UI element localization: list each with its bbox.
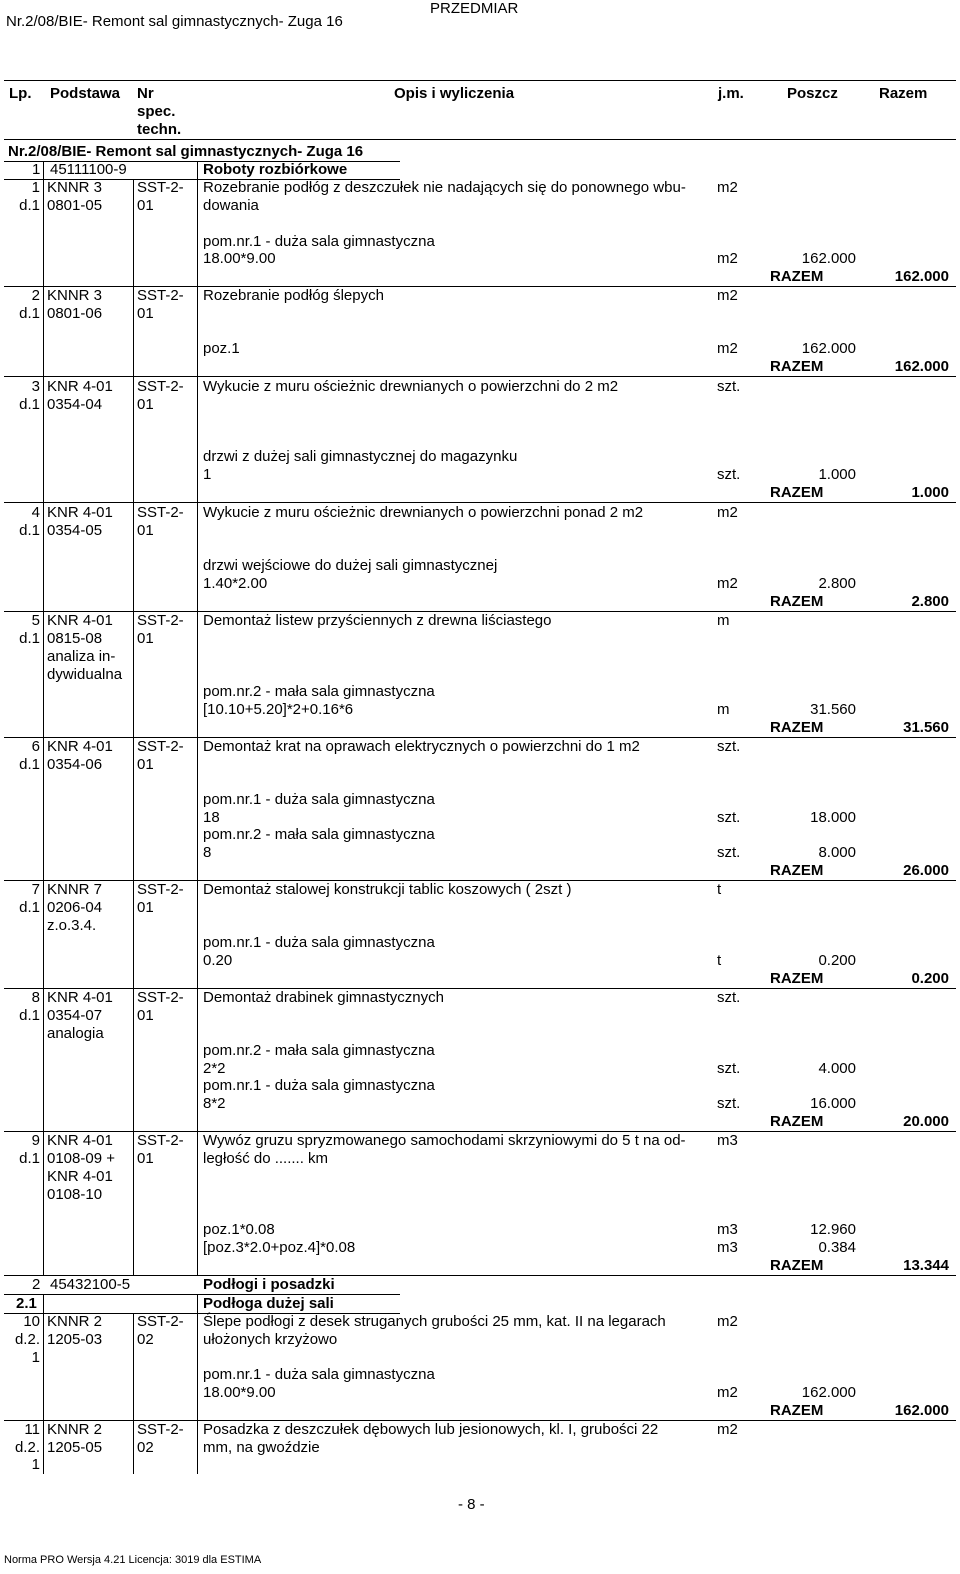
section-2-title: Podłogi i posadzki	[203, 1276, 335, 1293]
item-spec: SST-2-	[137, 378, 184, 395]
item-spec: SST-2-	[137, 738, 184, 755]
grid-line	[43, 1294, 44, 1474]
item-description: mm, na gwoździe	[203, 1439, 320, 1456]
item-podstawa: 0815-08	[47, 630, 103, 647]
item-description: Wywóz gruzu spryzmowanego samochodami skrzyniowymi do 5 t na od-	[203, 1132, 686, 1149]
item-podstawa: KNNR 7	[47, 881, 103, 898]
item-spec: 02	[137, 1331, 154, 1348]
item-lp-sub: d.1	[19, 396, 40, 413]
item-unit: m2	[717, 504, 738, 521]
col-nr-spec-3: techn.	[137, 121, 182, 138]
razem-value: 13.344	[903, 1257, 949, 1274]
calc-text: [poz.3*2.0+poz.4]*0.08	[203, 1239, 356, 1256]
razem-label: RAZEM	[770, 1402, 824, 1419]
item-podstawa: KNR 4-01	[47, 612, 113, 629]
calc-text: 18.00*9.00	[203, 1384, 276, 1401]
section-1-num: 1	[32, 161, 41, 178]
item-lp: 7	[31, 881, 40, 898]
calc-text: 8*2	[203, 1095, 226, 1112]
item-spec: 01	[137, 630, 154, 647]
calc-text: 1.40*2.00	[203, 575, 268, 592]
item-podstawa: z.o.3.4.	[47, 917, 97, 934]
item-podstawa: analogia	[47, 1025, 104, 1042]
item-lp-sub: d.1	[19, 1150, 40, 1167]
item-podstawa: KNNR 2	[47, 1313, 103, 1330]
razem-label: RAZEM	[770, 862, 824, 879]
item-lp-sub: 1	[31, 1349, 40, 1366]
calc-text: 8	[203, 844, 212, 861]
calc-value: 12.960	[810, 1221, 856, 1238]
calc-value: 4.000	[818, 1060, 856, 1077]
row-rule	[4, 1275, 956, 1276]
calc-unit: m2	[717, 1384, 738, 1401]
item-podstawa: KNR 4-01	[47, 1168, 113, 1185]
item-spec: SST-2-	[137, 504, 184, 521]
calc-text: pom.nr.1 - duża sala gimnastyczna	[203, 934, 435, 951]
item-podstawa: 1205-05	[47, 1439, 103, 1456]
calc-text: pom.nr.2 - mała sala gimnastyczna	[203, 683, 435, 700]
item-lp: 11	[24, 1421, 40, 1438]
razem-value: 162.000	[894, 268, 949, 285]
item-spec: 02	[137, 1439, 154, 1456]
item-description: ułożonych krzyżowo	[203, 1331, 338, 1348]
col-razem: Razem	[879, 85, 928, 102]
razem-value: 162.000	[894, 1402, 949, 1419]
calc-text: pom.nr.2 - mała sala gimnastyczna	[203, 1042, 435, 1059]
col-lp: Lp.	[9, 85, 32, 102]
calc-unit: szt.	[717, 466, 741, 483]
calc-text: poz.1*0.08	[203, 1221, 275, 1238]
item-description: Ślepe podłogi z desek struganych grubości 25 mm, kat. II na legarach	[203, 1313, 666, 1330]
calc-text: 2*2	[203, 1060, 226, 1077]
page-number: - 8 -	[458, 1496, 485, 1513]
item-podstawa: KNR 4-01	[47, 989, 113, 1006]
calc-value: 2.800	[818, 575, 856, 592]
item-spec: 01	[137, 756, 154, 773]
item-lp: 3	[31, 378, 40, 395]
calc-unit: t	[717, 952, 722, 969]
item-spec: SST-2-	[137, 1313, 184, 1330]
item-spec: 01	[137, 899, 154, 916]
item-lp-sub: d.1	[19, 899, 40, 916]
document-title: Nr.2/08/BIE- Remont sal gimnastycznych- Zuga 16	[6, 13, 343, 30]
item-description: dowania	[203, 197, 259, 214]
item-podstawa: 0108-10	[47, 1186, 103, 1203]
calc-unit: m2	[717, 340, 738, 357]
item-podstawa: 0354-04	[47, 396, 103, 413]
item-unit: szt.	[717, 738, 741, 755]
item-description: Wykucie z muru ościeżnic drewnianych o powierzchni ponad 2 m2	[203, 504, 644, 521]
item-spec: 01	[137, 1007, 154, 1024]
section-2-rule	[4, 1294, 400, 1295]
calc-text: 18.00*9.00	[203, 250, 276, 267]
item-unit: szt.	[717, 989, 741, 1006]
section-1-title: Roboty rozbiórkowe	[203, 161, 348, 178]
razem-value: 20.000	[903, 1113, 949, 1130]
razem-label: RAZEM	[770, 719, 824, 736]
item-podstawa: 0354-06	[47, 756, 103, 773]
item-unit: m2	[717, 287, 738, 304]
col-poszcz: Poszcz	[787, 85, 838, 102]
item-spec: SST-2-	[137, 881, 184, 898]
item-lp: 10	[23, 1313, 40, 1330]
item-podstawa: 0354-07	[47, 1007, 103, 1024]
razem-label: RAZEM	[770, 1113, 824, 1130]
razem-label: RAZEM	[770, 268, 824, 285]
col-podstawa: Podstawa	[50, 85, 121, 102]
calc-unit: m2	[717, 575, 738, 592]
subsection-title: Podłoga dużej sali	[203, 1295, 334, 1312]
item-unit: m3	[717, 1132, 738, 1149]
item-description: Rozebranie podłóg z deszczułek nie nadających się do ponownego wbu-	[203, 179, 686, 196]
item-spec: 01	[137, 305, 154, 322]
item-unit: m	[717, 612, 730, 629]
item-lp: 2	[31, 287, 40, 304]
calc-text: [10.10+5.20]*2+0.16*6	[203, 701, 354, 718]
razem-value: 31.560	[903, 719, 949, 736]
razem-value: 162.000	[894, 358, 949, 375]
item-unit: m2	[717, 1421, 738, 1438]
item-podstawa: 0108-09 +	[47, 1150, 115, 1167]
razem-label: RAZEM	[770, 970, 824, 987]
col-opis: Opis i wyliczenia	[394, 85, 515, 102]
document-type: PRZEDMIAR	[430, 0, 519, 17]
grid-line	[133, 179, 134, 1275]
section-2-code: 45432100-5	[50, 1276, 131, 1293]
project-title: Nr.2/08/BIE- Remont sal gimnastycznych- Zuga 16	[8, 143, 364, 160]
calc-unit: m2	[717, 250, 738, 267]
item-spec: SST-2-	[137, 1421, 184, 1438]
item-lp: 8	[31, 989, 40, 1006]
item-podstawa: KNR 4-01	[47, 378, 113, 395]
calc-text: pom.nr.1 - duża sala gimnastyczna	[203, 233, 435, 250]
razem-value: 1.000	[911, 484, 949, 501]
calc-value: 0.384	[818, 1239, 856, 1256]
calc-text: 18	[203, 809, 220, 826]
item-spec: SST-2-	[137, 1132, 184, 1149]
razem-label: RAZEM	[770, 484, 824, 501]
row-rule	[4, 502, 956, 503]
calc-text: drzwi wejściowe do dużej sali gimnastycznej	[203, 557, 498, 574]
item-lp-sub: d.1	[19, 1007, 40, 1024]
item-lp-sub: 1	[31, 1456, 40, 1473]
item-podstawa: 0801-05	[47, 197, 103, 214]
item-lp: 1	[31, 179, 40, 196]
calc-value: 162.000	[801, 340, 856, 357]
calc-text: drzwi z dużej sali gimnastycznej do magazynku	[203, 448, 518, 465]
calc-text: poz.1	[203, 340, 240, 357]
item-description: ległość do ....... km	[203, 1150, 329, 1167]
calc-unit: m	[717, 701, 730, 718]
razem-label: RAZEM	[770, 1257, 824, 1274]
calc-value: 1.000	[818, 466, 856, 483]
grid-line	[197, 1294, 198, 1474]
calc-value: 0.200	[818, 952, 856, 969]
subsection-num: 2.1	[16, 1295, 37, 1312]
col-jm: j.m.	[718, 85, 744, 102]
item-description: Rozebranie podłóg ślepych	[203, 287, 384, 304]
calc-unit: szt.	[717, 844, 741, 861]
razem-label: RAZEM	[770, 593, 824, 610]
calc-text: 0.20	[203, 952, 233, 969]
calc-unit: m3	[717, 1221, 738, 1238]
item-unit: m2	[717, 1313, 738, 1330]
item-lp-sub: d.1	[19, 630, 40, 647]
calc-text: pom.nr.1 - duża sala gimnastyczna	[203, 1366, 435, 1383]
item-lp: 5	[31, 612, 40, 629]
calc-value: 162.000	[801, 250, 856, 267]
item-description: Demontaż stalowej konstrukcji tablic koszowych ( 2szt )	[203, 881, 572, 898]
item-podstawa: KNR 4-01	[47, 504, 113, 521]
grid-line	[133, 1313, 134, 1474]
item-podstawa: KNR 4-01	[47, 1132, 113, 1149]
calc-text: pom.nr.1 - duża sala gimnastyczna	[203, 791, 435, 808]
razem-value: 26.000	[903, 862, 949, 879]
item-description: Wykucie z muru ościeżnic drewnianych o powierzchni do 2 m2	[203, 378, 619, 395]
item-podstawa: KNNR 3	[47, 179, 103, 196]
calc-unit: szt.	[717, 1095, 741, 1112]
calc-text: pom.nr.2 - mała sala gimnastyczna	[203, 826, 435, 843]
item-spec: SST-2-	[137, 179, 184, 196]
row-rule	[4, 376, 956, 377]
item-unit: m2	[717, 179, 738, 196]
calc-value: 31.560	[810, 701, 856, 718]
calc-value: 16.000	[810, 1095, 856, 1112]
item-lp-sub: d.2.	[14, 1331, 40, 1348]
item-description: Demontaż drabinek gimnastycznych	[203, 989, 444, 1006]
item-podstawa: 0801-06	[47, 305, 103, 322]
section-2-num: 2	[32, 1276, 41, 1293]
item-spec: 01	[137, 522, 154, 539]
item-podstawa: KNR 4-01	[47, 738, 113, 755]
item-spec: 01	[137, 197, 154, 214]
item-spec: SST-2-	[137, 989, 184, 1006]
razem-value: 0.200	[911, 970, 949, 987]
calc-value: 18.000	[810, 809, 856, 826]
item-lp-sub: d.2.	[14, 1439, 40, 1456]
col-nr-spec-2: spec.	[137, 103, 176, 120]
calc-text: pom.nr.1 - duża sala gimnastyczna	[203, 1077, 435, 1094]
col-nr-spec-1: Nr	[137, 85, 154, 102]
item-podstawa: 1205-03	[47, 1331, 103, 1348]
item-description: Demontaż krat na oprawach elektrycznych o powierzchni do 1 m2	[203, 738, 640, 755]
item-lp-sub: d.1	[19, 756, 40, 773]
calc-unit: szt.	[717, 809, 741, 826]
item-podstawa: KNNR 3	[47, 287, 103, 304]
calc-value: 162.000	[801, 1384, 856, 1401]
calc-value: 8.000	[818, 844, 856, 861]
footer-license: Norma PRO Wersja 4.21 Licencja: 3019 dla ESTIMA	[4, 1554, 262, 1566]
item-lp-sub: d.1	[19, 197, 40, 214]
item-podstawa: analiza in-	[47, 648, 116, 665]
item-unit: t	[717, 881, 722, 898]
item-unit: szt.	[717, 378, 741, 395]
section-1-code: 45111100-9	[50, 161, 127, 178]
item-podstawa: KNNR 2	[47, 1421, 103, 1438]
item-spec: SST-2-	[137, 287, 184, 304]
item-podstawa: 0354-05	[47, 522, 103, 539]
item-spec: 01	[137, 1150, 154, 1167]
razem-value: 2.800	[911, 593, 949, 610]
item-description: Posadzka z deszczułek dębowych lub jesionowych, kl. I, grubości 22	[203, 1421, 659, 1438]
item-spec: 01	[137, 396, 154, 413]
item-lp: 4	[31, 504, 40, 521]
calc-unit: szt.	[717, 1060, 741, 1077]
item-lp: 9	[31, 1132, 40, 1149]
calc-unit: m3	[717, 1239, 738, 1256]
item-spec: SST-2-	[137, 612, 184, 629]
razem-label: RAZEM	[770, 358, 824, 375]
calc-text: 1	[203, 466, 212, 483]
grid-line	[43, 161, 44, 1275]
header-bottom-rule	[4, 139, 956, 140]
grid-line	[197, 161, 198, 1275]
item-lp-sub: d.1	[19, 522, 40, 539]
item-description: Demontaż listew przyściennych z drewna liściastego	[203, 612, 552, 629]
header-top-rule	[4, 80, 956, 81]
item-podstawa: dywidualna	[47, 666, 123, 683]
item-lp: 6	[31, 738, 40, 755]
item-podstawa: 0206-04	[47, 899, 103, 916]
item-lp-sub: d.1	[19, 305, 40, 322]
